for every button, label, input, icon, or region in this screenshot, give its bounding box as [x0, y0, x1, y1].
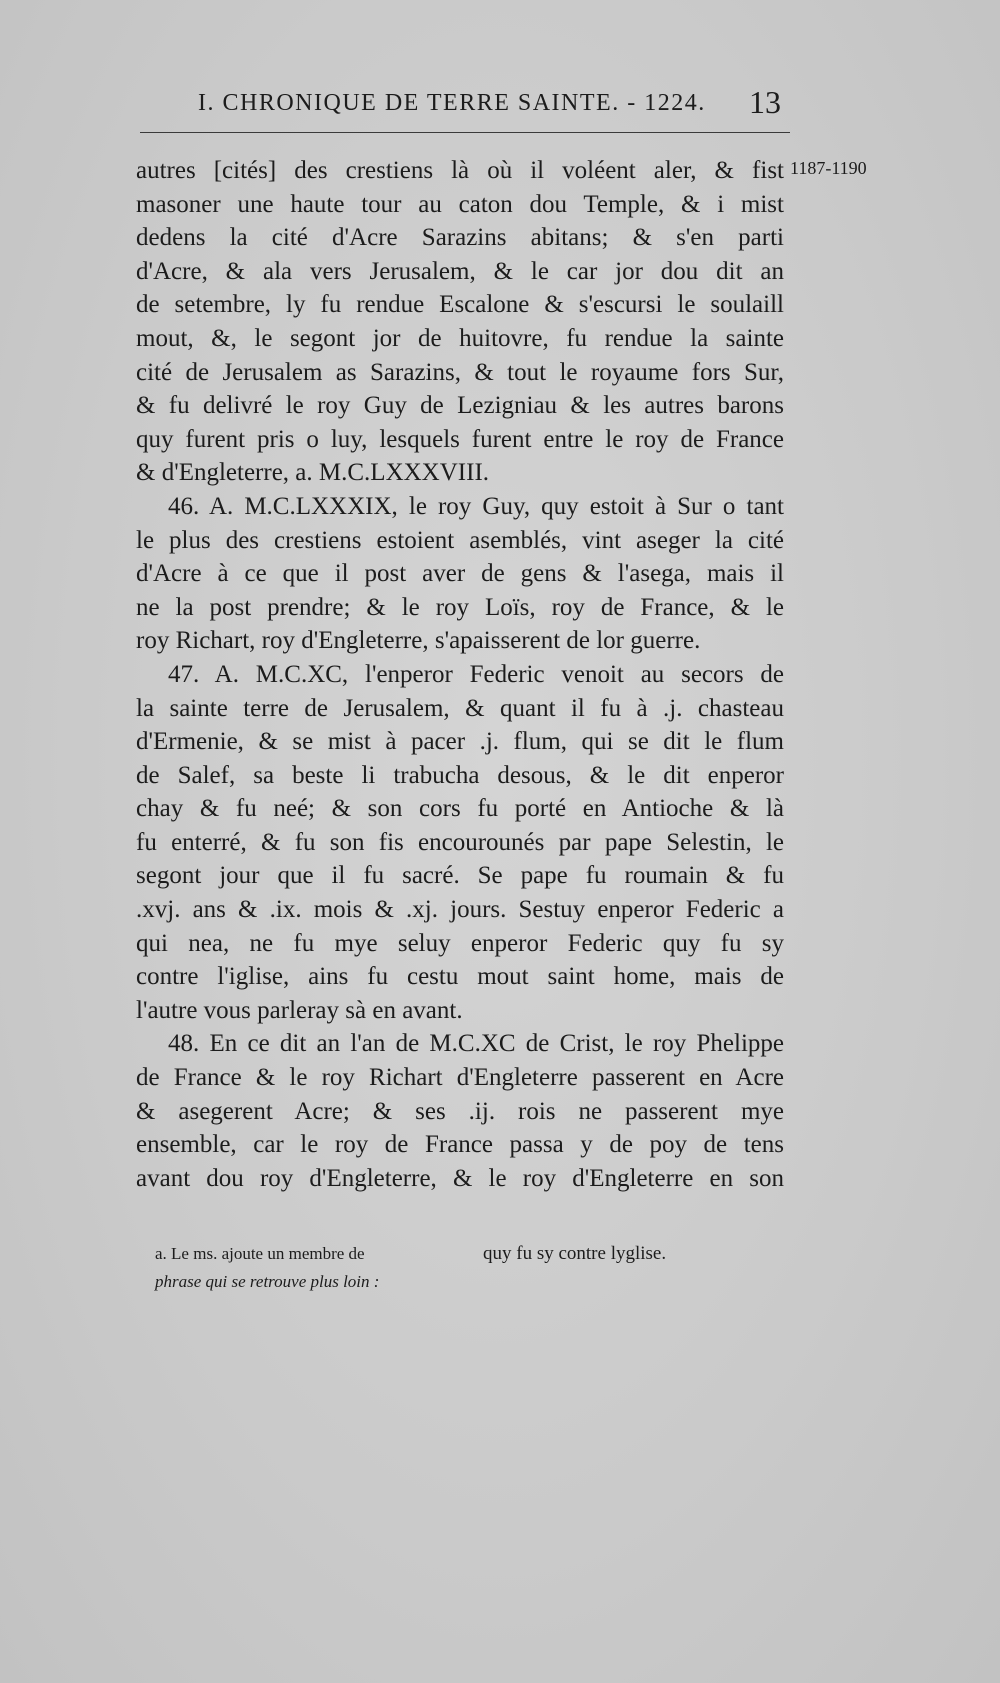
page-header — [140, 84, 785, 130]
text-line: fu enterré, & fu son fis encourounés par pape Selestin, le — [136, 828, 784, 856]
paragraph-46-start: 46. A. M.C.LXXXIX, le roy Guy, quy estoit à Sur o tant — [168, 492, 784, 520]
text-line: la sainte terre de Jerusalem, & quant il fu à .j. chasteau — [136, 694, 784, 722]
margin-date-note: 1187-1190 — [790, 158, 867, 178]
footnote-line: phrase qui se retrouve plus loin : — [155, 1272, 380, 1291]
text-line: ensemble, car le roy de France passa y de poy de tens — [136, 1131, 784, 1159]
text-line: ne la post prendre; & le roy Loïs, roy de France, & le — [136, 593, 784, 621]
text-line: chay & fu neé; & son cors fu porté en Antioche & là — [136, 795, 784, 823]
text-line: d'Acre à ce que il post aver de gens & l'asega, mais il — [136, 560, 784, 588]
running-title: I. CHRONIQUE DE TERRE SAINTE. - 1224. — [198, 90, 706, 116]
text-line: quy furent pris o luy, lesquels furent entre le roy de France — [136, 425, 784, 453]
text-line: dedens la cité d'Acre Sarazins abitans; & s'en parti — [136, 224, 784, 252]
text-line: roy Richart, roy d'Engleterre, s'apaisserent de lor guerre. — [136, 627, 701, 655]
footnote-line: a. Le ms. ajoute un membre de — [155, 1244, 365, 1263]
text-line: cité de Jerusalem as Sarazins, & tout le royaume fors Sur, — [136, 358, 784, 386]
page-number: 13 — [749, 84, 781, 120]
text-line: de setembre, ly fu rendue Escalone & s'escursi le soulaill — [136, 291, 784, 319]
text-line: avant dou roy d'Engleterre, & le roy d'Engleterre en son — [136, 1164, 784, 1192]
text-line: d'Acre, & ala vers Jerusalem, & le car jor dou dit an — [136, 257, 784, 285]
text-line: & asegerent Acre; & ses .ij. rois ne passerent mye — [136, 1097, 784, 1125]
text-line: & d'Engleterre, a. M.C.LXXXVIII. — [136, 459, 490, 487]
paragraph-48-start: 48. En ce dit an l'an de M.C.XC de Crist, le roy Phelippe — [168, 1030, 784, 1058]
text-line: mout, &, le segont jor de huitovre, fu rendue la sainte — [136, 324, 784, 352]
header-rule — [140, 132, 790, 133]
text-line: d'Ermenie, & se mist à pacer .j. flum, qui se dit le flum — [136, 728, 784, 756]
text-line: le plus des crestiens estoient asemblés, vint aseger la cité — [136, 526, 784, 554]
text-line: contre l'iglise, ains fu cestu mout saint home, mais de — [136, 963, 784, 991]
footnote-quote: quy fu sy contre lyglise. — [483, 1243, 667, 1264]
body-text — [136, 154, 784, 1195]
text-line: l'autre vous parleray sà en avant. — [136, 996, 463, 1024]
text-line: qui nea, ne fu mye seluy enperor Federic quy fu sy — [136, 929, 784, 957]
footnote-a — [155, 1240, 455, 1296]
footnotes — [155, 1240, 715, 1310]
text-line: & fu delivré le roy Guy de Lezigniau & les autres barons — [136, 392, 784, 420]
text-line: masoner une haute tour au caton dou Temple, & i mist — [136, 190, 784, 218]
text-line: .xvj. ans & .ix. mois & .xj. jours. Sestuy enperor Federic a — [136, 896, 784, 924]
paragraph-47-start: 47. A. M.C.XC, l'enperor Federic venoit au secors de — [168, 660, 784, 688]
text-line: de Salef, sa beste li trabucha desous, & le dit enperor — [136, 761, 784, 789]
text-line: autres [cités] des crestiens là où il voléent aler, & fist — [136, 157, 784, 184]
text-line: segont jour que il fu sacré. Se pape fu roumain & fu — [136, 862, 784, 890]
text-line: de France & le roy Richart d'Engleterre passerent en Acre — [136, 1064, 784, 1092]
